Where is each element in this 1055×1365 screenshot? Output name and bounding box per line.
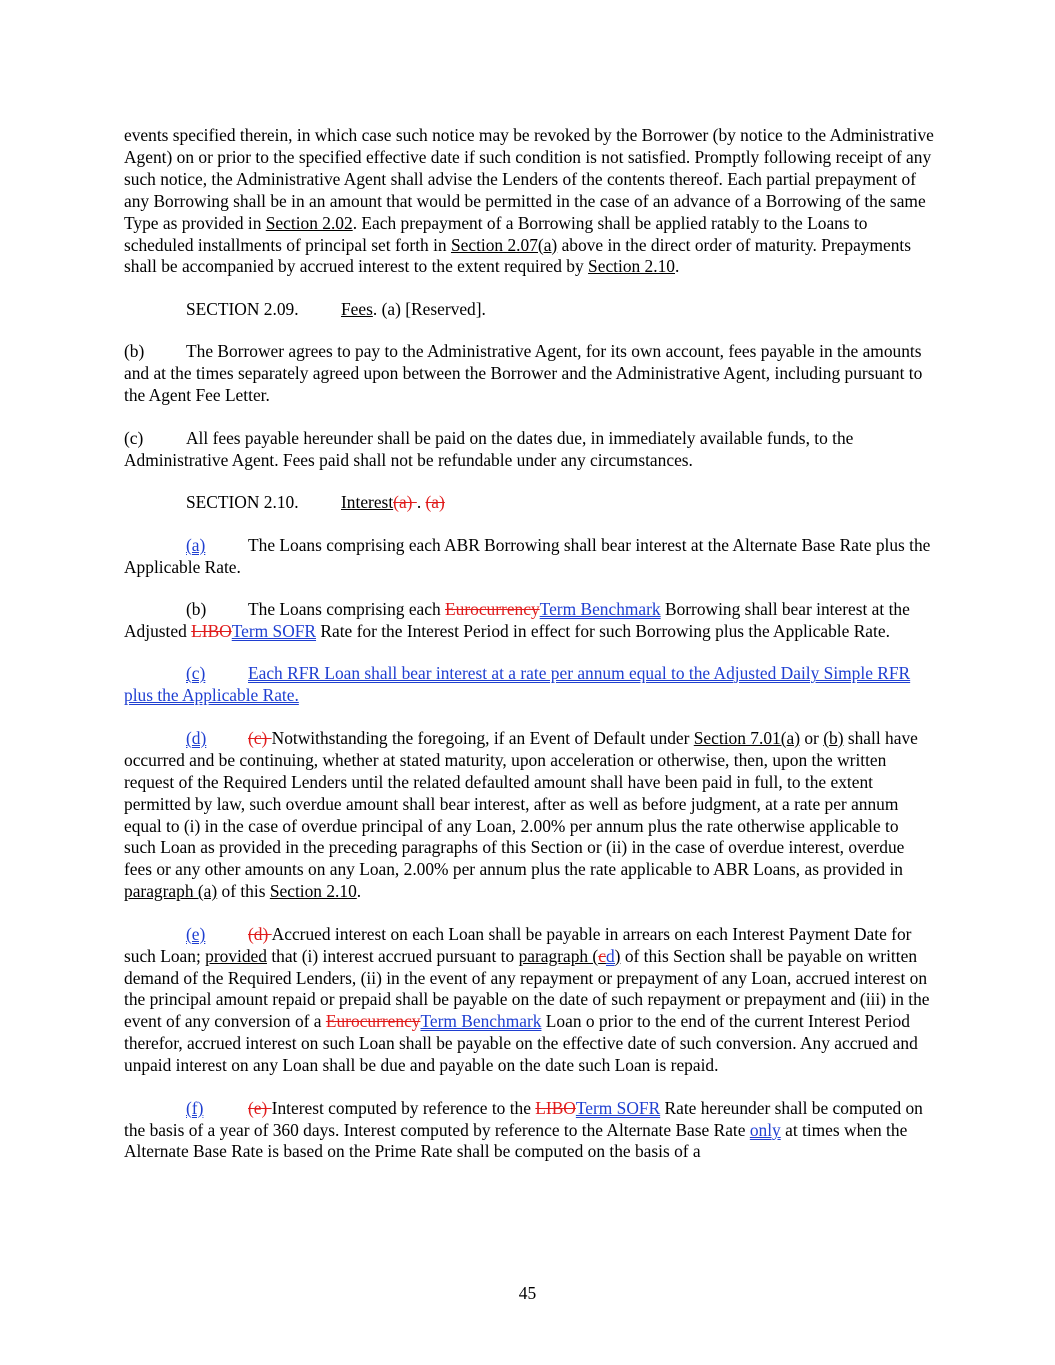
- paragraph-interest-d: (d) (c) Notwithstanding the foregoing, if an Event of Default under Section 7.01(a) or (b) shall have occurred and be continuing, whether at stated maturity, upon acceleration or otherwise, then, upon the written request of the Required Lenders until the related defaulted amount shall have been paid in full, to the extent permitted by law, such overdue amount shall bear interest, after as well as before judgment, at a rate per annum equal to (i) in the case of overdue principal of any Loan, 2.00% per annum plus the rate otherwise applicable to such Loan as provided in the preceding paragraphs of this Section or (ii) in the case of overdue interest, overdue fees or any other amounts on any Loan, 2.00% per annum plus the rate applicable to ABR Loans, as provided in paragraph (a) of this Section 2.10.: [124, 727, 918, 902]
- paragraph-fees-b: (b) The Borrower agrees to pay to the Administrative Agent, for its own account, fees payable in the amounts and at the times separately agreed upon between the Borrower and the Administrative Agent, including pursuant to the Agent Fee Letter.: [124, 341, 923, 406]
- inserted-label: (e): [186, 923, 206, 944]
- paragraph-fees-c: (c) All fees payable hereunder shall be paid on the dates due, in immediately available funds, to the Administrative Agent. Fees paid shall not be refundable under any circumstances.: [124, 427, 854, 470]
- paragraph-label: (b): [186, 599, 207, 620]
- inserted-text: Term SOFR: [231, 620, 317, 641]
- deleted-text: (d): [248, 923, 272, 944]
- paragraph-interest-a: (a) The Loans comprising each ABR Borrowing shall bear interest at the Alternate Base Rate plus the Applicable Rate.: [124, 534, 931, 577]
- ref-section-2-07a: Section 2.07(a): [450, 234, 558, 255]
- inserted-text: Term Benchmark: [539, 599, 661, 620]
- deleted-text: c: [598, 945, 606, 966]
- deleted-text: LIBO: [191, 620, 232, 641]
- inserted-text: d: [605, 945, 615, 966]
- ref-section-2-10: Section 2.10: [588, 256, 675, 277]
- ref-section-7-01a: Section 7.01(a): [693, 727, 801, 748]
- inserted-text: Each RFR Loan shall bear interest at a rate per annum equal to the Adjusted Daily Simple RFR plus the Applicable Rate.: [124, 663, 911, 706]
- inserted-text: Term SOFR: [575, 1097, 661, 1118]
- ref-section-2-02: Section 2.02: [265, 212, 353, 233]
- paragraph-interest-b: (b) The Loans comprising each EurocurrencyTerm Benchmark Borrowing shall bear interest at the Adjusted LIBOTerm SOFR Rate for the Interest Period in effect for such Borrowing plus the Applicable Rate.: [124, 599, 910, 641]
- paragraph-interest-f: (f) (e) Interest computed by reference to the LIBOTerm SOFR Rate hereunder shall be computed on the basis of a year of 360 days. Interest computed by reference to the Alternate Base Rate only at times when the Alternate Base Rate is based on the Prime Rate shall be computed on the basis of a: [124, 1097, 923, 1162]
- deleted-text: (a): [425, 492, 445, 513]
- ref-paragraph: paragraph (cd): [518, 945, 621, 966]
- section-number: SECTION 2.09.: [186, 298, 299, 319]
- inserted-label: (f): [186, 1097, 204, 1118]
- paragraph-label: (c): [124, 427, 144, 448]
- provided-term: provided: [205, 945, 267, 966]
- ref-clause-b: (b): [823, 727, 844, 748]
- deleted-text: (e): [248, 1097, 272, 1118]
- inserted-text: only: [749, 1119, 781, 1140]
- inserted-label: (a): [186, 534, 206, 555]
- deleted-text: Eurocurrency: [325, 1011, 421, 1032]
- inserted-text: Term Benchmark: [420, 1011, 542, 1032]
- paragraph-interest-e: (e) (d) Accrued interest on each Loan shall be payable in arrears on each Interest Payment Date for such Loan; provided that (i) interest accrued pursuant to paragraph (cd) of this Section shall be payable on written demand of the Required Lenders, (ii) in the event of any repayment or prepayment of any Loan, accrued interest on the principal amount repaid or prepaid shall be payable on the date of such repayment or prepayment and (iii) in the event of any conversion of a EurocurrencyTerm Benchmark Loan o prior to the end of the current Interest Period therefor, accrued interest on such Loan shall be payable on the effective date of such conversion. Any accrued and unpaid interest on any Loan shall be due and payable on the date such Loan is repaid.: [124, 923, 930, 1076]
- section-title: Interest: [341, 492, 394, 513]
- deleted-text: Eurocurrency: [445, 599, 540, 620]
- deleted-text: (a): [393, 492, 417, 513]
- page-number: 45: [518, 1283, 537, 1303]
- ref-section-2-10: Section 2.10: [269, 881, 357, 902]
- page-body: [124, 125, 934, 1184]
- inserted-label: (c): [186, 663, 206, 684]
- section-title: Fees: [341, 298, 373, 319]
- section-2-09-heading: SECTION 2.09. Fees. (a) [Reserved].: [186, 298, 486, 319]
- section-number: SECTION 2.10.: [186, 492, 299, 513]
- deleted-text: (c): [248, 727, 272, 748]
- paragraph-interest-c: [124, 663, 934, 707]
- inserted-label: (d): [186, 727, 207, 748]
- deleted-text: LIBO: [535, 1097, 576, 1118]
- ref-paragraph-a: paragraph (a): [124, 881, 218, 902]
- section-2-10-heading: SECTION 2.10. Interest(a) . (a): [186, 492, 445, 513]
- paragraph-prepayment-continued: events specified therein, in which case such notice may be revoked by the Borrower (by notice to the Administrative Agent) on or prior to the specified effective date if such condition is not satisfied. Promptly following receipt of any such notice, the Administrative Agent shall advise the Lenders of the contents thereof. Each partial prepayment of any Borrowing shall be in an amount that would be permitted in the case of an advance of a Borrowing of the same Type as provided in Section 2.02. Each prepayment of a Borrowing shall be applied ratably to the Loans to scheduled installments of principal set forth in Section 2.07(a) above in the direct order of maturity. Prepayments shall be accompanied by accrued interest to the extent required by Section 2.10.: [124, 125, 934, 277]
- paragraph-label: (b): [124, 341, 145, 362]
